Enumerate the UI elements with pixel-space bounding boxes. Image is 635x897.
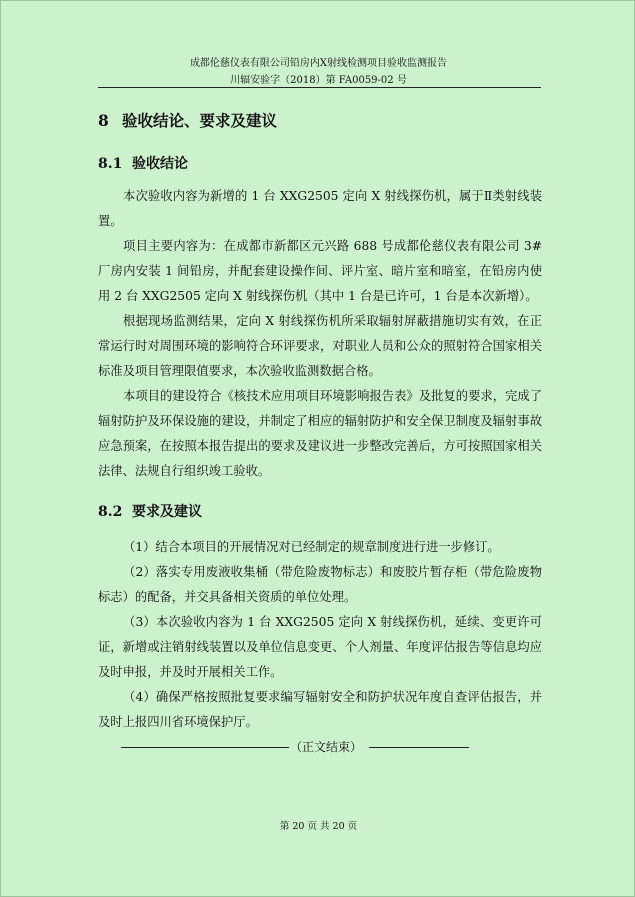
header-divider	[98, 87, 541, 88]
conclusion-paragraph-3: 根据现场监测结果，定向 X 射线探伤机所采取辐射屏蔽措施切实有效，在正常运行时对周围环境的影响符合环评要求，对职业人员和公众的照射符合国家相关标准及项目管理限值要求，本次验收监测数据合格。	[98, 314, 542, 378]
section-title: 验收结论、要求及建议	[122, 111, 278, 130]
requirement-item-4: （4）确保严格按照批复要求编写辐射安全和防护状况年度自查评估报告，并及时上报四川省环境保护厅。	[98, 690, 542, 729]
subsection-title: 验收结论	[132, 156, 188, 172]
subsection-heading-8-2	[98, 501, 202, 521]
conclusion-paragraph-1: 本次验收内容为新增的 1 台 XXG2505 定向 X 射线探伤机，属于Ⅱ类射线装置。	[98, 189, 542, 228]
conclusion-paragraph-2: 项目主要内容为：在成都市新都区元兴路 688 号成都伦慈仪表有限公司 3#厂房内安装 1 间铅房，并配套建设操作间、评片室、暗片室和暗室，在铅房内使用 2 台 XXG2505 定向 X 射线探伤机（其中 1 台是已许可，1 台是本次新增）。	[98, 239, 542, 303]
requirement-item-2: （2）落实专用废液收集桶（带危险废物标志）和废胶片暂存柜（带危险废物标志）的配备，并交具备相关资质的单位处理。	[98, 565, 542, 604]
subsection-number: 8.2	[98, 504, 123, 520]
subsection-heading-8-1	[98, 153, 188, 173]
report-number: 川辐安验字（2018）第 FA0059-02 号	[230, 75, 407, 86]
report-header-title: 成都伦慈仪表有限公司铅房内X射线检测项目验收监测报告	[189, 58, 448, 69]
requirement-item-1: （1）结合本项目的开展情况对已经制定的规章制度进行进一步修订。	[123, 540, 500, 554]
conclusion-paragraph-4: 本项目的建设符合《核技术应用项目环境影响报告表》及批复的要求，完成了辐射防护及环保设施的建设，并制定了相应的辐射防护和安全保卫制度及辐射事故应急预案，在按照本报告提出的要求及建议进一步整改完善后，方可按照国家相关法律、法规自行组织竣工验收。	[98, 389, 542, 478]
section-number: 8	[98, 111, 109, 130]
end-of-text-label: （正文结束）	[290, 740, 363, 754]
section-heading	[98, 109, 277, 131]
subsection-number: 8.1	[98, 156, 123, 172]
end-rule-right	[369, 747, 469, 748]
page-number: 第 20 页 共 20 页	[279, 821, 358, 832]
subsection-title: 要求及建议	[132, 504, 202, 520]
requirement-item-3: （3）本次验收内容为 1 台 XXG2505 定向 X 射线探伤机，延续、变更许可证，新增或注销射线装置以及单位信息变更、个人剂量、年度评估报告等信息均应及时申报，并及时开展相关工作。	[98, 615, 542, 679]
end-rule-left	[121, 747, 289, 748]
end-of-text-marker	[98, 738, 542, 758]
